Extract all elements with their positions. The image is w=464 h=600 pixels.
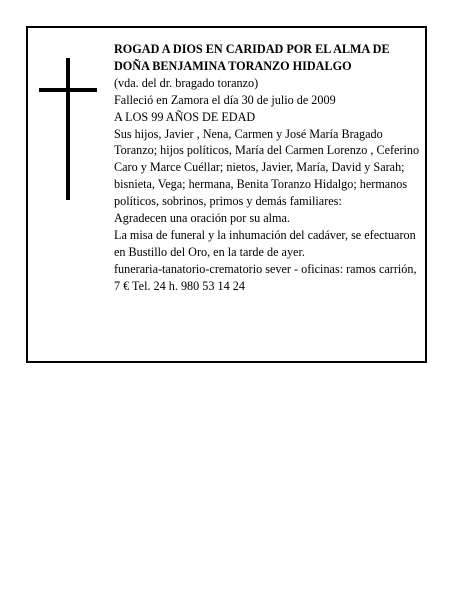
cross-icon — [39, 58, 97, 200]
obituary-notice — [26, 26, 427, 363]
obituary-text — [114, 41, 424, 295]
widow-note: (vda. del dr. bragado toranzo) — [114, 75, 259, 90]
age-line: A LOS 99 AÑOS DE EDAD — [114, 109, 256, 124]
family-list: Sus hijos, Javier , Nena, Carmen y José María Bragado Toranzo; hijos políticos, María del Carmen Lorenzo , Ceferino Caro y Marce Cuéllar; nietos, Javier, María, David y Sarah; bisnieta, Vega; hermana, Benita Toranzo Hidalgo; hermanos políticos, sobrinos, primos y demás familiares: — [114, 126, 420, 209]
death-line: Falleció en Zamora el día 30 de julio de 2009 — [114, 92, 336, 107]
prayer-request: Agradecen una oración por su alma. — [114, 211, 290, 226]
notice-heading: ROGAD A DIOS EN CARIDAD POR EL ALMA DE DOÑA BENJAMINA TORANZO HIDALGO — [114, 42, 390, 73]
funeral-home-info: funeraria-tanatorio-crematorio sever - oficinas: ramos carrión, 7 € Tel. 24 h. 980 53 14 24 — [114, 261, 417, 293]
funeral-info: La misa de funeral y la inhumación del cadáver, se efectuaron en Bustillo del Oro, en la tarde de ayer. — [114, 227, 416, 259]
